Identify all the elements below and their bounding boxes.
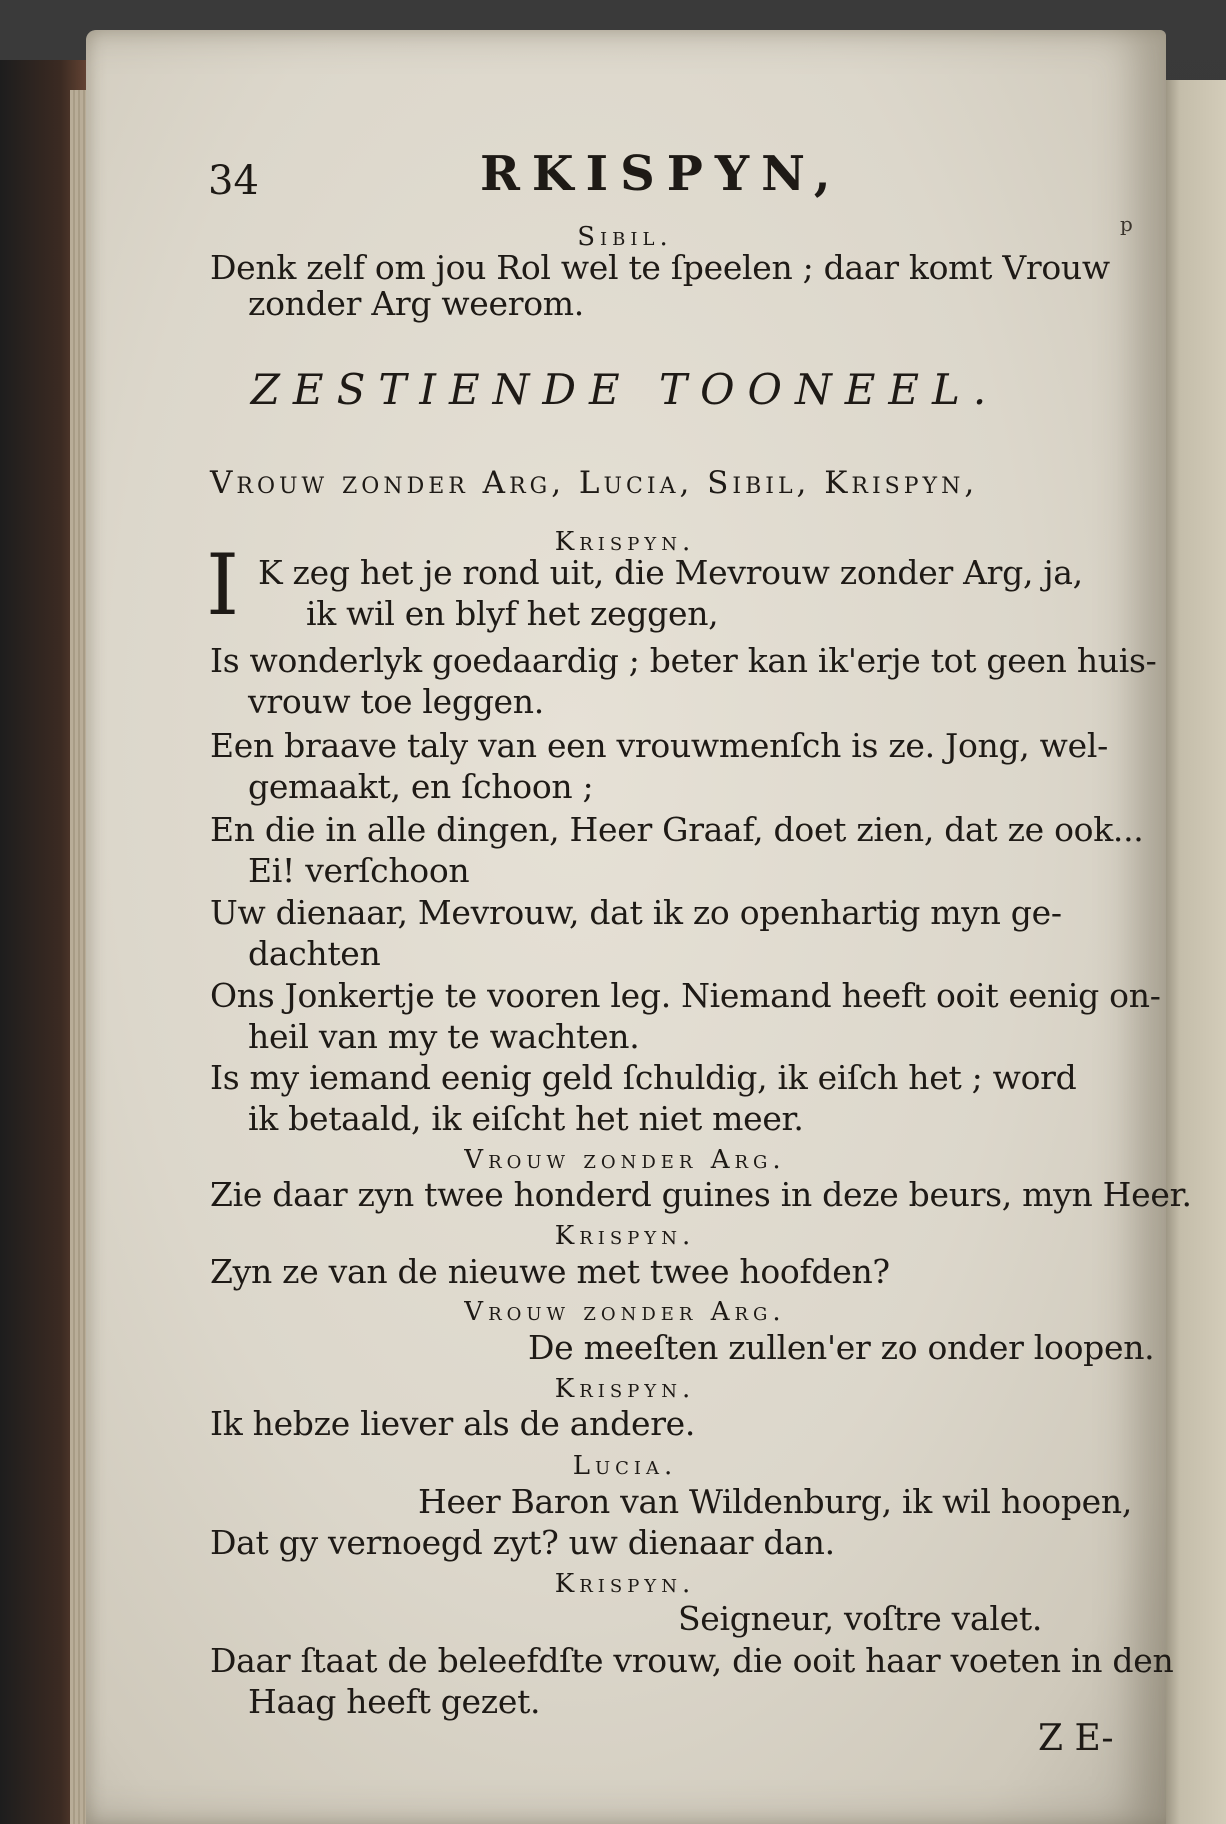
scene-heading: ZESTIENDE TOONEEL.: [250, 365, 1000, 414]
speaker-krispyn: Krispyn.: [554, 1569, 696, 1599]
text-line: dachten: [248, 934, 381, 973]
text-line: Denk zelf om jou Rol wel te ſpeelen ; daar komt Vrouw: [210, 248, 1110, 287]
text-line: Zie daar zyn twee honderd guines in deze beurs, myn Heer.: [210, 1175, 1192, 1214]
text-line: Seigneur, voſtre valet.: [678, 1599, 1043, 1638]
speaker-vrouw-zonder-arg: Vrouw zonder Arg.: [464, 1297, 786, 1327]
speaker-vrouw-zonder-arg: Vrouw zonder Arg.: [464, 1145, 786, 1175]
text-line: Dat gy vernoegd zyt? uw dienaar dan.: [210, 1523, 835, 1562]
page-text: [110, 0, 1192, 1824]
running-title: RKISPYN,: [480, 146, 843, 202]
facing-page-edge: [1160, 80, 1226, 1824]
text-line: Ons Jonkertje te vooren leg. Niemand heeft ooit eenig on-: [210, 976, 1161, 1015]
text-line: En die in alle dingen, Heer Graaf, doet zien, dat ze ook...: [210, 810, 1144, 849]
text-line: zonder Arg weerom.: [248, 284, 584, 323]
text-line: Is wonderlyk goedaardig ; beter kan ik'erje tot geen huis-: [210, 641, 1157, 680]
drop-cap: I: [206, 536, 240, 634]
text-line: Een braave taly van een vrouwmenſch is ze. Jong, wel-: [210, 726, 1108, 765]
text-line: Ik hebze liever als de andere.: [210, 1404, 696, 1443]
text-line: Zyn ze van de nieuwe met twee hoofden?: [210, 1252, 890, 1291]
text-line: gemaakt, en ſchoon ;: [248, 767, 594, 806]
text-line: ik wil en blyf het zeggen,: [306, 594, 719, 633]
text-line: Haag heeft gezet.: [248, 1682, 541, 1721]
speaker-krispyn: Krispyn.: [554, 527, 696, 557]
speaker-sibil: Sibil.: [577, 222, 673, 252]
text-line: Daar ſtaat de beleefdſte vrouw, die ooit haar voeten in den: [210, 1641, 1174, 1680]
text-line: ik betaald, ik eiſcht het niet meer.: [248, 1099, 804, 1138]
text-line: vrouw toe leggen.: [248, 682, 544, 721]
speaker-lucia: Lucia.: [572, 1451, 678, 1481]
catchword: Z E-: [1038, 1718, 1114, 1759]
speaker-krispyn: Krispyn.: [554, 1221, 696, 1251]
text-line: Ei! verſchoon: [248, 851, 470, 890]
text-line: Heer Baron van Wildenburg, ik wil hoopen,: [418, 1482, 1133, 1521]
text-line: Is my iemand eenig geld ſchuldig, ik eiſch het ; word: [210, 1058, 1077, 1097]
cast-list: Vrouw zonder Arg, Lucia, Sibil, Krispyn,: [210, 465, 979, 501]
page-number: 34: [208, 158, 259, 204]
text-line: K zeg het je rond uit, die Mevrouw zonder Arg, ja,: [258, 553, 1083, 592]
text-line: Uw dienaar, Mevrouw, dat ik zo openhartig myn ge-: [210, 893, 1062, 932]
speaker-krispyn: Krispyn.: [554, 1374, 696, 1404]
text-line: heil van my te wachten.: [248, 1017, 640, 1056]
margin-mark: p: [1120, 212, 1133, 236]
text-line: De meeſten zullen'er zo onder loopen.: [528, 1328, 1155, 1367]
